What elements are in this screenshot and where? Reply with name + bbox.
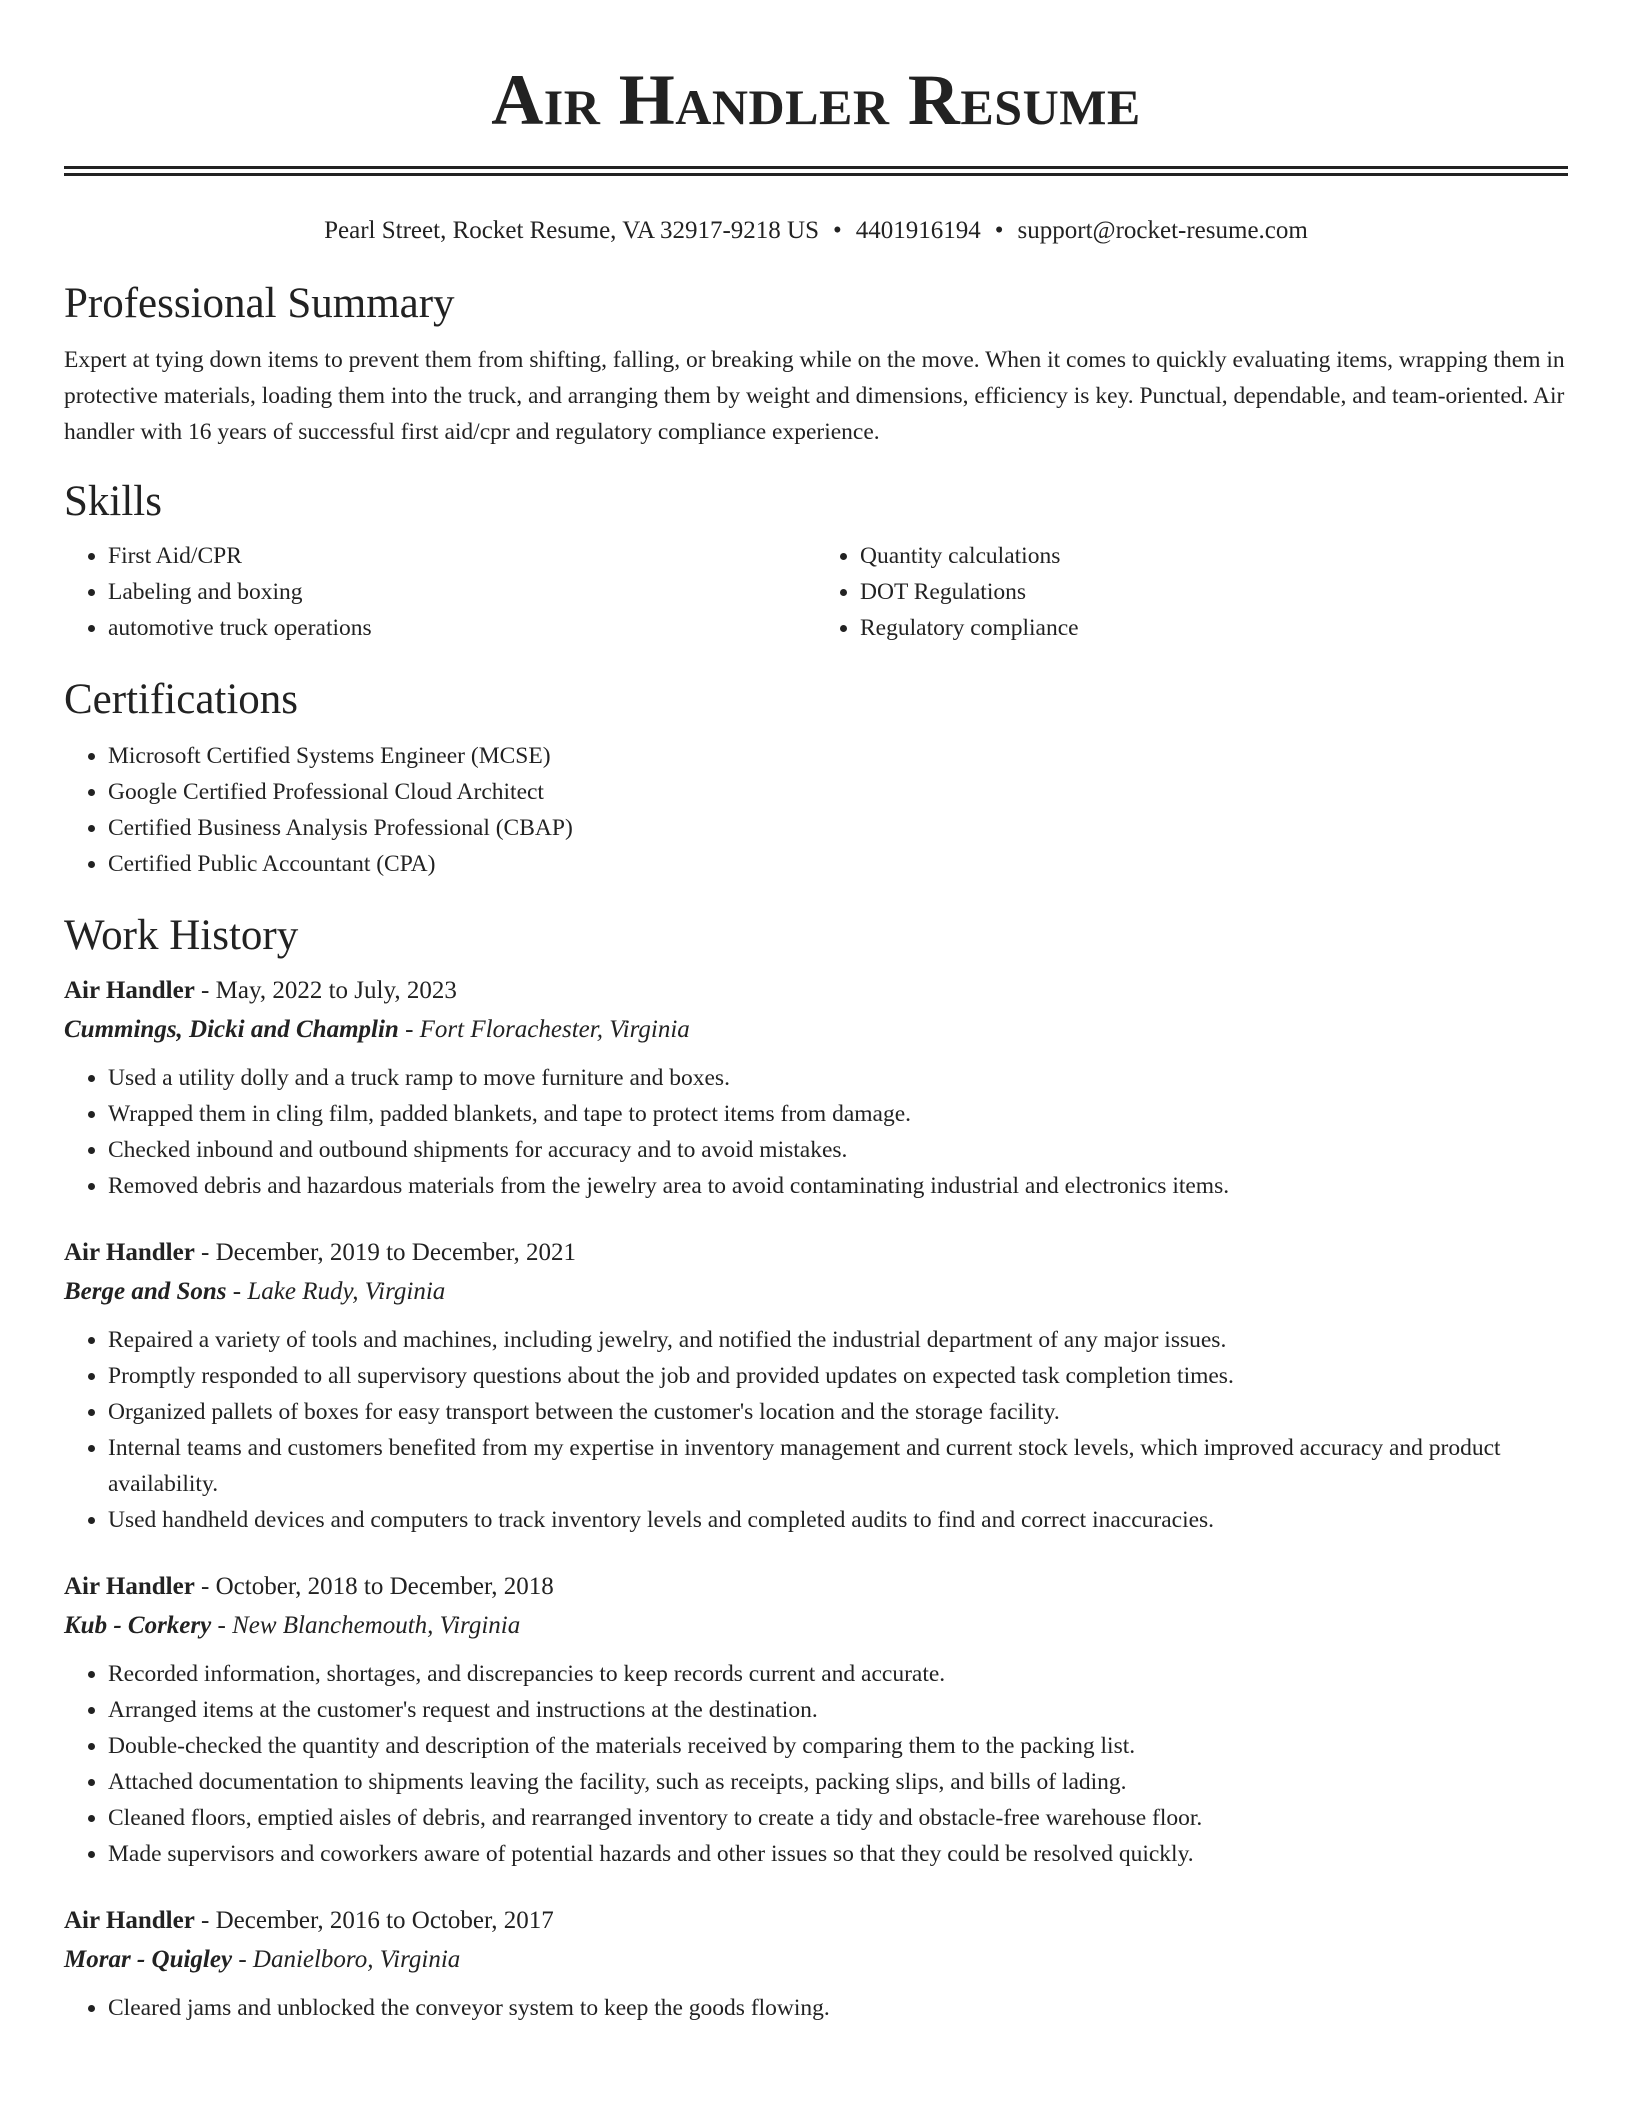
job-role: Air Handler: [64, 1573, 195, 1600]
job-dates: May, 2022 to July, 2023: [215, 977, 457, 1004]
skills-list-right: [816, 538, 1568, 646]
job-bullet: • Used handheld devices and computers to track inventory levels and completed audits to find and correct inaccuracies.: [108, 1502, 1568, 1538]
job-bullets: [64, 1656, 1568, 1872]
job-separator: -: [194, 1573, 216, 1600]
job-bullet: • Organized pallets of boxes for easy transport between the customer's location and the storage facility.: [108, 1394, 1568, 1430]
job-bullet: • Removed debris and hazardous materials from the jewelry area to avoid contaminating industrial and electronics items.: [108, 1168, 1568, 1204]
job-separator: -: [232, 1946, 253, 1973]
skill-item: • automotive truck operations: [108, 610, 816, 646]
skill-item: • Quantity calculations: [860, 538, 1568, 574]
job-bullet: • Arranged items at the customer's request and instructions at the destination.: [108, 1692, 1568, 1728]
summary-text: Expert at tying down items to prevent them from shifting, falling, or breaking while on the move. When it comes to quickly evaluating items, wrapping them in protective materials, loading them into the truck, and arranging them by weight and dimensions, efficiency is key. Punctual, dependable, and team-oriented. Air handler with 16 years of successful first aid/cpr and regulatory compliance experience.: [64, 347, 1565, 445]
skill-item: • DOT Regulations: [860, 574, 1568, 610]
job-bullets: [64, 1990, 1568, 2026]
job-bullet: • Internal teams and customers benefited from my expertise in inventory management and current stock levels, which improved accuracy and product availability.: [108, 1430, 1568, 1502]
certification-item: • Certified Public Accountant (CPA): [108, 846, 1568, 882]
contact-separator: •: [833, 217, 842, 244]
skill-item: • Labeling and boxing: [108, 574, 816, 610]
job-location: Fort Florachester, Virginia: [419, 1016, 690, 1043]
job-location: Lake Rudy, Virginia: [247, 1278, 446, 1305]
job-header: [64, 1568, 1568, 1606]
job-company-line: [64, 1940, 1568, 1980]
job-company-line: [64, 1010, 1568, 1050]
certification-item: • Google Certified Professional Cloud Architect: [108, 774, 1568, 810]
job-role: Air Handler: [64, 977, 195, 1004]
section-heading-summary: Professional Summary: [64, 280, 455, 327]
job-bullets: [64, 1060, 1568, 1204]
job-dates: December, 2016 to October, 2017: [215, 1907, 554, 1934]
job-company-line: [64, 1606, 1568, 1646]
job-separator: -: [226, 1278, 248, 1305]
job-bullet: • Repaired a variety of tools and machines, including jewelry, and notified the industrial department of any major issues.: [108, 1322, 1568, 1358]
job-bullet: • Cleaned floors, emptied aisles of debris, and rearranged inventory to create a tidy and obstacle-free warehouse floor.: [108, 1800, 1568, 1836]
certification-item: • Microsoft Certified Systems Engineer (MCSE): [108, 738, 1568, 774]
job-dates: December, 2019 to December, 2021: [215, 1239, 576, 1266]
job-location: Danielboro, Virginia: [252, 1946, 461, 1973]
job-separator: -: [194, 1907, 216, 1934]
skills-grid: [64, 538, 1568, 646]
job-dates: October, 2018 to December, 2018: [215, 1573, 554, 1600]
job-bullet: • Double-checked the quantity and description of the materials received by comparing them to the packing list.: [108, 1728, 1568, 1764]
certifications-list: [64, 738, 1568, 882]
job-entry: [64, 1902, 1568, 2026]
contact-address: Pearl Street, Rocket Resume, VA 32917-9218 US: [324, 217, 820, 244]
job-company-line: [64, 1272, 1568, 1312]
section-heading-skills: Skills: [64, 478, 162, 525]
job-bullet: • Promptly responded to all supervisory questions about the job and provided updates on expected task completion times.: [108, 1358, 1568, 1394]
job-bullets: [64, 1322, 1568, 1538]
job-separator: -: [194, 1239, 216, 1266]
job-separator: -: [398, 1016, 420, 1043]
page-title: Air Handler Resume: [491, 60, 1141, 140]
job-entry: [64, 972, 1568, 1204]
job-bullet: • Made supervisors and coworkers aware of potential hazards and other issues so that they could be resolved quickly.: [108, 1836, 1568, 1872]
contact-email: support@rocket-resume.com: [1017, 217, 1308, 244]
job-company: Berge and Sons: [64, 1278, 227, 1305]
contact-phone: 4401916194: [855, 217, 981, 244]
skills-list-left: [64, 538, 816, 646]
job-bullet: • Attached documentation to shipments leaving the facility, such as receipts, packing slips, and bills of lading.: [108, 1764, 1568, 1800]
skill-item: • Regulatory compliance: [860, 610, 1568, 646]
job-bullet: • Cleared jams and unblocked the conveyor system to keep the goods flowing.: [108, 1990, 1568, 2026]
job-bullet: • Recorded information, shortages, and discrepancies to keep records current and accurate.: [108, 1656, 1568, 1692]
section-heading-work-history: Work History: [64, 912, 299, 959]
job-separator: -: [211, 1612, 233, 1639]
job-company: Morar - Quigley: [64, 1946, 233, 1973]
job-bullet: • Used a utility dolly and a truck ramp to move furniture and boxes.: [108, 1060, 1568, 1096]
job-role: Air Handler: [64, 1239, 195, 1266]
job-company: Cummings, Dicki and Champlin: [64, 1016, 399, 1043]
job-company: Kub - Corkery: [64, 1612, 212, 1639]
section-heading-certifications: Certifications: [64, 676, 299, 723]
contact-separator: •: [994, 217, 1004, 244]
job-location: New Blanchemouth, Virginia: [232, 1612, 521, 1639]
job-bullet: • Wrapped them in cling film, padded blankets, and tape to protect items from damage.: [108, 1096, 1568, 1132]
job-entry: [64, 1234, 1568, 1538]
job-separator: -: [194, 977, 216, 1004]
job-role: Air Handler: [64, 1907, 195, 1934]
job-header: [64, 1902, 1568, 1940]
title-divider: [64, 166, 1568, 176]
contact-line: [64, 214, 1568, 248]
job-header: [64, 972, 1568, 1010]
certification-item: • Certified Business Analysis Professional (CBAP): [108, 810, 1568, 846]
job-header: [64, 1234, 1568, 1272]
job-entry: [64, 1568, 1568, 1872]
job-bullet: • Checked inbound and outbound shipments for accuracy and to avoid mistakes.: [108, 1132, 1568, 1168]
skill-item: • First Aid/CPR: [108, 538, 816, 574]
